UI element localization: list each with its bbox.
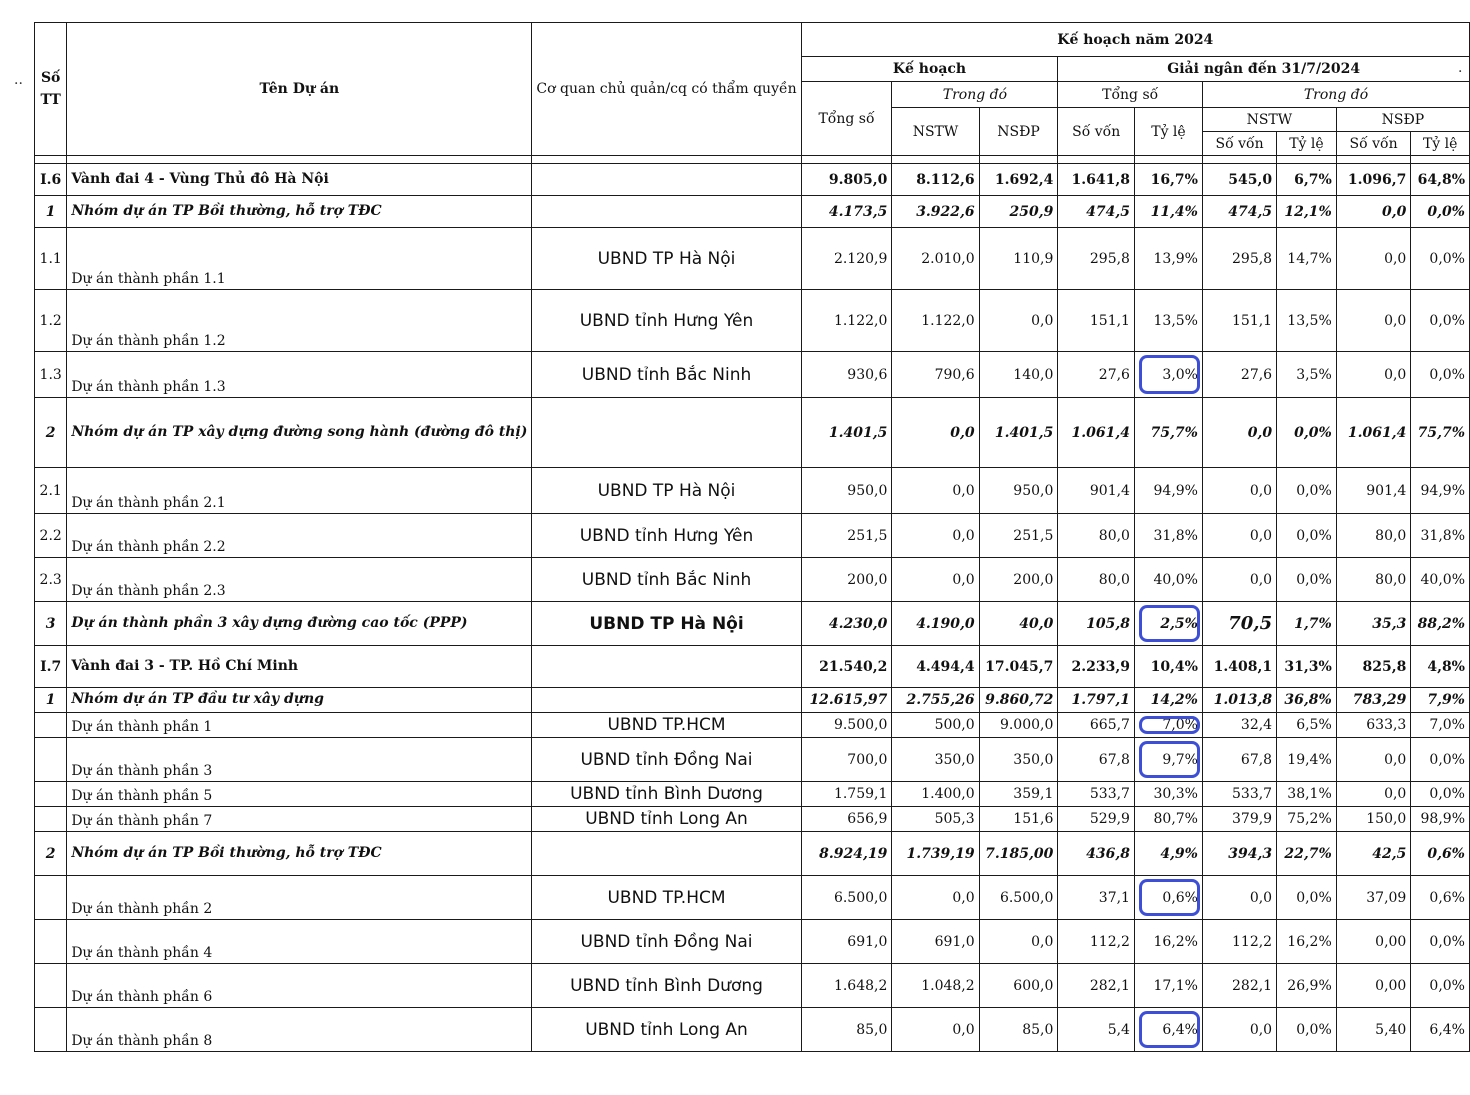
cell-disbursed-ratio: 14,2% — [1134, 688, 1202, 713]
header-disbursed-nstw: NSTW — [1202, 108, 1336, 132]
cell-agency — [532, 832, 801, 876]
cell-disbursed-capital: 529,9 — [1058, 807, 1135, 832]
cell-project-name: Dự án thành phần 2.2 — [67, 514, 532, 558]
cell-agency: UBND tỉnh Bắc Ninh — [532, 558, 801, 602]
cell-disbursed-nsdp-ratio: 0,0% — [1411, 228, 1470, 290]
cell-project-name: Dự án thành phần 6 — [67, 964, 532, 1008]
cell-disbursed-nsdp-capital: 80,0 — [1336, 514, 1411, 558]
table-row — [35, 738, 1470, 782]
cell-disbursed-nsdp-ratio: 31,8% — [1411, 514, 1470, 558]
cell-disbursed-capital: 436,8 — [1058, 832, 1135, 876]
scan-mark: · — [1458, 64, 1463, 80]
cell-disbursed-nsdp-ratio: 7,0% — [1411, 713, 1470, 738]
cell-disbursed-nstw-capital: 282,1 — [1202, 964, 1276, 1008]
cell-disbursed-nsdp-ratio: 6,4% — [1411, 1008, 1470, 1052]
cell-stt — [35, 876, 67, 920]
cell-plan-nstw: 0,0 — [892, 876, 979, 920]
cell-stt: 1.1 — [35, 228, 67, 290]
cell-plan-nsdp: 250,9 — [979, 196, 1058, 228]
cell-disbursed-nsdp-ratio: 0,0% — [1411, 196, 1470, 228]
cell-plan-total: 950,0 — [801, 468, 892, 514]
cell-plan-total: 1.648,2 — [801, 964, 892, 1008]
cell-stt — [35, 1008, 67, 1052]
cell-disbursed-ratio: 3,0% — [1134, 352, 1202, 398]
cell-disbursed-nstw-capital: 545,0 — [1202, 164, 1276, 196]
table-row — [35, 398, 1470, 468]
cell-disbursed-ratio: 30,3% — [1134, 782, 1202, 807]
cell-disbursed-nstw-ratio: 19,4% — [1277, 738, 1337, 782]
cell-disbursed-capital: 80,0 — [1058, 558, 1135, 602]
header-disbursed-of-which: Trong đó — [1202, 82, 1469, 108]
cell-disbursed-nsdp-capital: 901,4 — [1336, 468, 1411, 514]
cell-disbursed-nsdp-capital: 80,0 — [1336, 558, 1411, 602]
cell-stt — [35, 920, 67, 964]
cell-plan-nstw: 0,0 — [892, 468, 979, 514]
cell-agency — [532, 164, 801, 196]
cell-disbursed-nstw-capital: 295,8 — [1202, 228, 1276, 290]
cell-plan-nsdp: 200,0 — [979, 558, 1058, 602]
cell-stt — [35, 738, 67, 782]
cell-disbursed-nstw-capital: 0,0 — [1202, 468, 1276, 514]
cell-disbursed-nsdp-ratio: 0,6% — [1411, 832, 1470, 876]
cell-disbursed-nstw-ratio: 36,8% — [1277, 688, 1337, 713]
cell-plan-nsdp: 6.500,0 — [979, 876, 1058, 920]
cell-plan-nstw: 1.122,0 — [892, 290, 979, 352]
cell-disbursed-capital: 5,4 — [1058, 1008, 1135, 1052]
cell-agency — [532, 646, 801, 688]
cell-plan-total: 8.924,19 — [801, 832, 892, 876]
cell-disbursed-capital: 67,8 — [1058, 738, 1135, 782]
cell-disbursed-nstw-capital: 67,8 — [1202, 738, 1276, 782]
cell-disbursed-nstw-capital: 379,9 — [1202, 807, 1276, 832]
cell-disbursed-nsdp-ratio: 0,0% — [1411, 290, 1470, 352]
cell-plan-total: 1.401,5 — [801, 398, 892, 468]
cell-disbursed-nsdp-capital: 783,29 — [1336, 688, 1411, 713]
cell-disbursed-nstw-capital: 474,5 — [1202, 196, 1276, 228]
table-row — [35, 228, 1470, 290]
cell-disbursed-capital: 1.061,4 — [1058, 398, 1135, 468]
cell-disbursed-ratio: 2,5% — [1134, 602, 1202, 646]
cell-plan-total: 200,0 — [801, 558, 892, 602]
cell-disbursed-nstw-capital: 0,0 — [1202, 514, 1276, 558]
cell-disbursed-capital: 80,0 — [1058, 514, 1135, 558]
cell-project-name: Dự án thành phần 4 — [67, 920, 532, 964]
cell-disbursed-nstw-ratio: 0,0% — [1277, 876, 1337, 920]
cell-agency — [532, 196, 801, 228]
header-ratio: Tỷ lệ — [1134, 108, 1202, 156]
cell-disbursed-nstw-ratio: 16,2% — [1277, 920, 1337, 964]
cell-agency: UBND TP Hà Nội — [532, 228, 801, 290]
cell-plan-nsdp: 17.045,7 — [979, 646, 1058, 688]
cell-disbursed-nstw-capital: 151,1 — [1202, 290, 1276, 352]
cell-stt: I.6 — [35, 164, 67, 196]
cell-project-name: Dự án thành phần 3 — [67, 738, 532, 782]
cell-plan-nsdp: 1.401,5 — [979, 398, 1058, 468]
cell-disbursed-capital: 901,4 — [1058, 468, 1135, 514]
cell-disbursed-ratio: 4,9% — [1134, 832, 1202, 876]
table-row — [35, 688, 1470, 713]
cell-disbursed-nsdp-ratio: 40,0% — [1411, 558, 1470, 602]
cell-plan-total: 4.230,0 — [801, 602, 892, 646]
cell-disbursed-nstw-ratio: 14,7% — [1277, 228, 1337, 290]
cell-plan-total: 12.615,97 — [801, 688, 892, 713]
cell-project-name: Dự án thành phần 2.3 — [67, 558, 532, 602]
cell-project-name: Nhóm dự án TP Bồi thường, hỗ trợ TĐC — [67, 832, 532, 876]
cell-plan-nsdp: 0,0 — [979, 290, 1058, 352]
cell-disbursed-ratio: 40,0% — [1134, 558, 1202, 602]
cell-disbursed-nstw-capital: 1.013,8 — [1202, 688, 1276, 713]
cell-plan-nstw: 691,0 — [892, 920, 979, 964]
cell-disbursed-nstw-capital: 1.408,1 — [1202, 646, 1276, 688]
cell-disbursed-nstw-ratio: 13,5% — [1277, 290, 1337, 352]
cell-disbursed-nsdp-ratio: 0,0% — [1411, 782, 1470, 807]
cell-stt: 1 — [35, 688, 67, 713]
cell-disbursed-nsdp-capital: 0,0 — [1336, 352, 1411, 398]
cell-disbursed-ratio: 6,4% — [1134, 1008, 1202, 1052]
cell-agency: UBND TP.HCM — [532, 876, 801, 920]
cell-agency: UBND TP Hà Nội — [532, 602, 801, 646]
cell-project-name: Nhóm dự án TP xây dựng đường song hành (đường đô thị) — [67, 398, 532, 468]
cell-disbursed-nsdp-ratio: 4,8% — [1411, 646, 1470, 688]
header-capital-nstw: Số vốn — [1202, 132, 1276, 156]
cell-disbursed-nstw-ratio: 0,0% — [1277, 398, 1337, 468]
cell-project-name: Dự án thành phần 2 — [67, 876, 532, 920]
scan-mark: ·· — [14, 76, 23, 92]
cell-plan-nstw: 350,0 — [892, 738, 979, 782]
cell-plan-total: 6.500,0 — [801, 876, 892, 920]
cell-project-name: Dự án thành phần 1.2 — [67, 290, 532, 352]
cell-stt: 2.1 — [35, 468, 67, 514]
cell-plan-nstw: 0,0 — [892, 558, 979, 602]
cell-disbursed-ratio: 13,9% — [1134, 228, 1202, 290]
table-row — [35, 782, 1470, 807]
table-row — [35, 468, 1470, 514]
cell-plan-nsdp: 600,0 — [979, 964, 1058, 1008]
cell-disbursed-ratio: 16,7% — [1134, 164, 1202, 196]
cell-disbursed-ratio: 0,6% — [1134, 876, 1202, 920]
table-row — [35, 352, 1470, 398]
cell-disbursed-nsdp-capital: 0,0 — [1336, 290, 1411, 352]
cell-plan-nstw: 0,0 — [892, 1008, 979, 1052]
cell-agency: UBND TP.HCM — [532, 713, 801, 738]
cell-disbursed-capital: 474,5 — [1058, 196, 1135, 228]
header-agency: Cơ quan chủ quản/cq có thẩm quyền — [532, 23, 801, 156]
cell-stt: I.7 — [35, 646, 67, 688]
cell-plan-nsdp: 110,9 — [979, 228, 1058, 290]
cell-disbursed-nstw-ratio: 0,0% — [1277, 1008, 1337, 1052]
table-row — [35, 920, 1470, 964]
cell-plan-total: 9.500,0 — [801, 713, 892, 738]
cell-plan-nsdp: 350,0 — [979, 738, 1058, 782]
cell-plan-total: 656,9 — [801, 807, 892, 832]
cell-plan-nsdp: 140,0 — [979, 352, 1058, 398]
header-plan-total: Tổng số — [801, 82, 892, 156]
cell-plan-nstw: 4.190,0 — [892, 602, 979, 646]
table-row — [35, 807, 1470, 832]
cell-plan-nstw: 500,0 — [892, 713, 979, 738]
cell-disbursed-capital: 27,6 — [1058, 352, 1135, 398]
cell-stt — [35, 782, 67, 807]
cell-disbursed-nsdp-ratio: 75,7% — [1411, 398, 1470, 468]
cell-project-name: Dự án thành phần 8 — [67, 1008, 532, 1052]
cell-plan-total: 251,5 — [801, 514, 892, 558]
cell-plan-nsdp: 85,0 — [979, 1008, 1058, 1052]
table-row — [35, 876, 1470, 920]
cell-agency: UBND tỉnh Đồng Nai — [532, 920, 801, 964]
cell-plan-nsdp: 7.185,00 — [979, 832, 1058, 876]
cell-disbursed-nstw-ratio: 0,0% — [1277, 558, 1337, 602]
cell-disbursed-nsdp-capital: 150,0 — [1336, 807, 1411, 832]
cell-disbursed-ratio: 9,7% — [1134, 738, 1202, 782]
cell-stt — [35, 964, 67, 1008]
header-plan-year: Kế hoạch năm 2024 — [801, 23, 1469, 57]
cell-disbursed-ratio: 17,1% — [1134, 964, 1202, 1008]
cell-disbursed-capital: 105,8 — [1058, 602, 1135, 646]
cell-disbursed-nstw-ratio: 31,3% — [1277, 646, 1337, 688]
header-plan-nstw: NSTW — [892, 108, 979, 156]
disbursement-table — [34, 22, 1470, 1052]
cell-disbursed-capital: 1.641,8 — [1058, 164, 1135, 196]
cell-project-name: Dự án thành phần 3 xây dựng đường cao tốc (PPP) — [67, 602, 532, 646]
cell-disbursed-nsdp-ratio: 94,9% — [1411, 468, 1470, 514]
cell-disbursed-nstw-ratio: 75,2% — [1277, 807, 1337, 832]
cell-plan-nstw: 3.922,6 — [892, 196, 979, 228]
cell-plan-nstw: 2.755,26 — [892, 688, 979, 713]
cell-disbursed-nsdp-ratio: 0,0% — [1411, 964, 1470, 1008]
cell-disbursed-capital: 1.797,1 — [1058, 688, 1135, 713]
cell-stt: 1 — [35, 196, 67, 228]
cell-agency: UBND tỉnh Bình Dương — [532, 964, 801, 1008]
cell-project-name: Nhóm dự án TP Bồi thường, hỗ trợ TĐC — [67, 196, 532, 228]
cell-agency: UBND tỉnh Đồng Nai — [532, 738, 801, 782]
cell-disbursed-nsdp-capital: 0,0 — [1336, 738, 1411, 782]
cell-disbursed-capital: 533,7 — [1058, 782, 1135, 807]
table-row — [35, 196, 1470, 228]
cell-plan-nsdp: 359,1 — [979, 782, 1058, 807]
table-row — [35, 646, 1470, 688]
cell-plan-nsdp: 0,0 — [979, 920, 1058, 964]
cell-disbursed-nsdp-ratio: 0,0% — [1411, 352, 1470, 398]
cell-disbursed-nstw-capital: 394,3 — [1202, 832, 1276, 876]
cell-agency: UBND tỉnh Hưng Yên — [532, 290, 801, 352]
cell-disbursed-nstw-ratio: 22,7% — [1277, 832, 1337, 876]
cell-stt: 2 — [35, 832, 67, 876]
header-disbursed-nsdp: NSĐP — [1336, 108, 1469, 132]
header-project-name: Tên Dự án — [67, 23, 532, 156]
cell-disbursed-ratio: 75,7% — [1134, 398, 1202, 468]
cell-disbursed-nsdp-capital: 37,09 — [1336, 876, 1411, 920]
cell-project-name: Dự án thành phần 7 — [67, 807, 532, 832]
cell-disbursed-ratio: 7,0% — [1134, 713, 1202, 738]
cell-project-name: Dự án thành phần 1.3 — [67, 352, 532, 398]
header-plan: Kế hoạch — [801, 57, 1058, 82]
cell-project-name: Vành đai 4 - Vùng Thủ đô Hà Nội — [67, 164, 532, 196]
cell-agency: UBND tỉnh Long An — [532, 1008, 801, 1052]
cell-disbursed-nsdp-ratio: 0,0% — [1411, 738, 1470, 782]
cell-plan-total: 691,0 — [801, 920, 892, 964]
cell-disbursed-nstw-capital: 0,0 — [1202, 876, 1276, 920]
header-plan-nsdp: NSĐP — [979, 108, 1058, 156]
cell-plan-nsdp: 1.692,4 — [979, 164, 1058, 196]
cell-disbursed-ratio: 10,4% — [1134, 646, 1202, 688]
cell-plan-nstw: 0,0 — [892, 514, 979, 558]
cell-project-name: Nhóm dự án TP đầu tư xây dựng — [67, 688, 532, 713]
cell-disbursed-nsdp-ratio: 7,9% — [1411, 688, 1470, 713]
header-capital-nsdp: Số vốn — [1336, 132, 1411, 156]
cell-disbursed-nstw-capital: 27,6 — [1202, 352, 1276, 398]
table-row — [35, 1008, 1470, 1052]
cell-agency: UBND tỉnh Bình Dương — [532, 782, 801, 807]
cell-plan-nsdp: 40,0 — [979, 602, 1058, 646]
cell-stt — [35, 807, 67, 832]
cell-disbursed-nsdp-ratio: 98,9% — [1411, 807, 1470, 832]
table-row — [35, 164, 1470, 196]
cell-agency: UBND tỉnh Hưng Yên — [532, 514, 801, 558]
header-stt: Số TT — [35, 23, 67, 156]
cell-plan-nstw: 4.494,4 — [892, 646, 979, 688]
cell-disbursed-nsdp-capital: 1.061,4 — [1336, 398, 1411, 468]
cell-stt: 3 — [35, 602, 67, 646]
cell-stt: 2 — [35, 398, 67, 468]
table-row — [35, 514, 1470, 558]
cell-disbursed-nstw-ratio: 3,5% — [1277, 352, 1337, 398]
cell-disbursed-nstw-ratio: 0,0% — [1277, 468, 1337, 514]
cell-project-name: Dự án thành phần 1 — [67, 713, 532, 738]
cell-plan-total: 1.122,0 — [801, 290, 892, 352]
cell-project-name: Vành đai 3 - TP. Hồ Chí Minh — [67, 646, 532, 688]
header-ratio-nstw: Tỷ lệ — [1277, 132, 1337, 156]
cell-plan-nsdp: 950,0 — [979, 468, 1058, 514]
cell-stt: 2.3 — [35, 558, 67, 602]
cell-agency: UBND tỉnh Bắc Ninh — [532, 352, 801, 398]
cell-disbursed-nsdp-ratio: 0,0% — [1411, 920, 1470, 964]
cell-project-name: Dự án thành phần 1.1 — [67, 228, 532, 290]
header-disbursed: Giải ngân đến 31/7/2024 — [1058, 57, 1470, 82]
cell-disbursed-nstw-ratio: 0,0% — [1277, 514, 1337, 558]
cell-agency — [532, 688, 801, 713]
cell-disbursed-nstw-capital: 32,4 — [1202, 713, 1276, 738]
header-capital: Số vốn — [1058, 108, 1135, 156]
cell-plan-total: 4.173,5 — [801, 196, 892, 228]
cell-disbursed-nsdp-ratio: 0,6% — [1411, 876, 1470, 920]
cell-disbursed-capital: 112,2 — [1058, 920, 1135, 964]
cell-disbursed-ratio: 80,7% — [1134, 807, 1202, 832]
cell-plan-nsdp: 9.860,72 — [979, 688, 1058, 713]
cell-disbursed-ratio: 13,5% — [1134, 290, 1202, 352]
cell-disbursed-capital: 37,1 — [1058, 876, 1135, 920]
cell-disbursed-ratio: 16,2% — [1134, 920, 1202, 964]
cell-disbursed-nstw-capital: 0,0 — [1202, 1008, 1276, 1052]
cell-disbursed-capital: 665,7 — [1058, 713, 1135, 738]
cell-plan-nstw: 790,6 — [892, 352, 979, 398]
cell-plan-total: 85,0 — [801, 1008, 892, 1052]
cell-plan-total: 9.805,0 — [801, 164, 892, 196]
cell-plan-nsdp: 151,6 — [979, 807, 1058, 832]
header-disbursed-total: Tổng số — [1058, 82, 1203, 108]
cell-disbursed-nstw-ratio: 38,1% — [1277, 782, 1337, 807]
cell-disbursed-nsdp-ratio: 64,8% — [1411, 164, 1470, 196]
cell-plan-nstw: 2.010,0 — [892, 228, 979, 290]
cell-disbursed-nsdp-capital: 0,0 — [1336, 782, 1411, 807]
table-row — [35, 964, 1470, 1008]
header-plan-of-which: Trong đó — [892, 82, 1058, 108]
cell-disbursed-nstw-capital: 0,0 — [1202, 398, 1276, 468]
cell-disbursed-nstw-ratio: 1,7% — [1277, 602, 1337, 646]
cell-plan-nstw: 0,0 — [892, 398, 979, 468]
cell-disbursed-nsdp-capital: 0,0 — [1336, 228, 1411, 290]
cell-disbursed-nstw-capital: 70,5 — [1202, 602, 1276, 646]
cell-plan-total: 21.540,2 — [801, 646, 892, 688]
cell-disbursed-nsdp-ratio: 88,2% — [1411, 602, 1470, 646]
header-ratio-nsdp: Tỷ lệ — [1411, 132, 1470, 156]
cell-disbursed-nstw-capital: 0,0 — [1202, 558, 1276, 602]
cell-disbursed-ratio: 31,8% — [1134, 514, 1202, 558]
cell-disbursed-nstw-ratio: 26,9% — [1277, 964, 1337, 1008]
cell-disbursed-nstw-ratio: 6,5% — [1277, 713, 1337, 738]
cell-agency: UBND TP Hà Nội — [532, 468, 801, 514]
cell-disbursed-ratio: 94,9% — [1134, 468, 1202, 514]
cell-plan-nsdp: 9.000,0 — [979, 713, 1058, 738]
table-row — [35, 602, 1470, 646]
cell-stt: 1.2 — [35, 290, 67, 352]
cell-plan-nstw: 1.048,2 — [892, 964, 979, 1008]
cell-disbursed-nsdp-capital: 0,00 — [1336, 964, 1411, 1008]
cell-disbursed-nstw-ratio: 6,7% — [1277, 164, 1337, 196]
cell-plan-total: 700,0 — [801, 738, 892, 782]
cell-plan-nstw: 1.739,19 — [892, 832, 979, 876]
cell-disbursed-nsdp-capital: 35,3 — [1336, 602, 1411, 646]
table-row — [35, 290, 1470, 352]
cell-plan-total: 930,6 — [801, 352, 892, 398]
cell-disbursed-nsdp-capital: 42,5 — [1336, 832, 1411, 876]
table-row — [35, 713, 1470, 738]
cell-disbursed-capital: 295,8 — [1058, 228, 1135, 290]
cell-plan-nstw: 8.112,6 — [892, 164, 979, 196]
cell-disbursed-capital: 151,1 — [1058, 290, 1135, 352]
cell-disbursed-nsdp-capital: 0,0 — [1336, 196, 1411, 228]
cell-plan-total: 2.120,9 — [801, 228, 892, 290]
cell-disbursed-ratio: 11,4% — [1134, 196, 1202, 228]
cell-disbursed-nsdp-capital: 633,3 — [1336, 713, 1411, 738]
cell-stt — [35, 713, 67, 738]
cell-disbursed-nsdp-capital: 825,8 — [1336, 646, 1411, 688]
cell-disbursed-nstw-capital: 112,2 — [1202, 920, 1276, 964]
cell-plan-nstw: 1.400,0 — [892, 782, 979, 807]
cell-disbursed-capital: 2.233,9 — [1058, 646, 1135, 688]
cell-disbursed-capital: 282,1 — [1058, 964, 1135, 1008]
table-row — [35, 832, 1470, 876]
cell-disbursed-nstw-ratio: 12,1% — [1277, 196, 1337, 228]
cell-plan-total: 1.759,1 — [801, 782, 892, 807]
cell-plan-nsdp: 251,5 — [979, 514, 1058, 558]
cell-project-name: Dự án thành phần 2.1 — [67, 468, 532, 514]
table-row — [35, 558, 1470, 602]
cell-agency: UBND tỉnh Long An — [532, 807, 801, 832]
cell-disbursed-nsdp-capital: 5,40 — [1336, 1008, 1411, 1052]
cell-stt: 1.3 — [35, 352, 67, 398]
cell-disbursed-nstw-capital: 533,7 — [1202, 782, 1276, 807]
cell-project-name: Dự án thành phần 5 — [67, 782, 532, 807]
cell-disbursed-nsdp-capital: 1.096,7 — [1336, 164, 1411, 196]
cell-disbursed-nsdp-capital: 0,00 — [1336, 920, 1411, 964]
cell-stt: 2.2 — [35, 514, 67, 558]
cell-agency — [532, 398, 801, 468]
cell-plan-nstw: 505,3 — [892, 807, 979, 832]
